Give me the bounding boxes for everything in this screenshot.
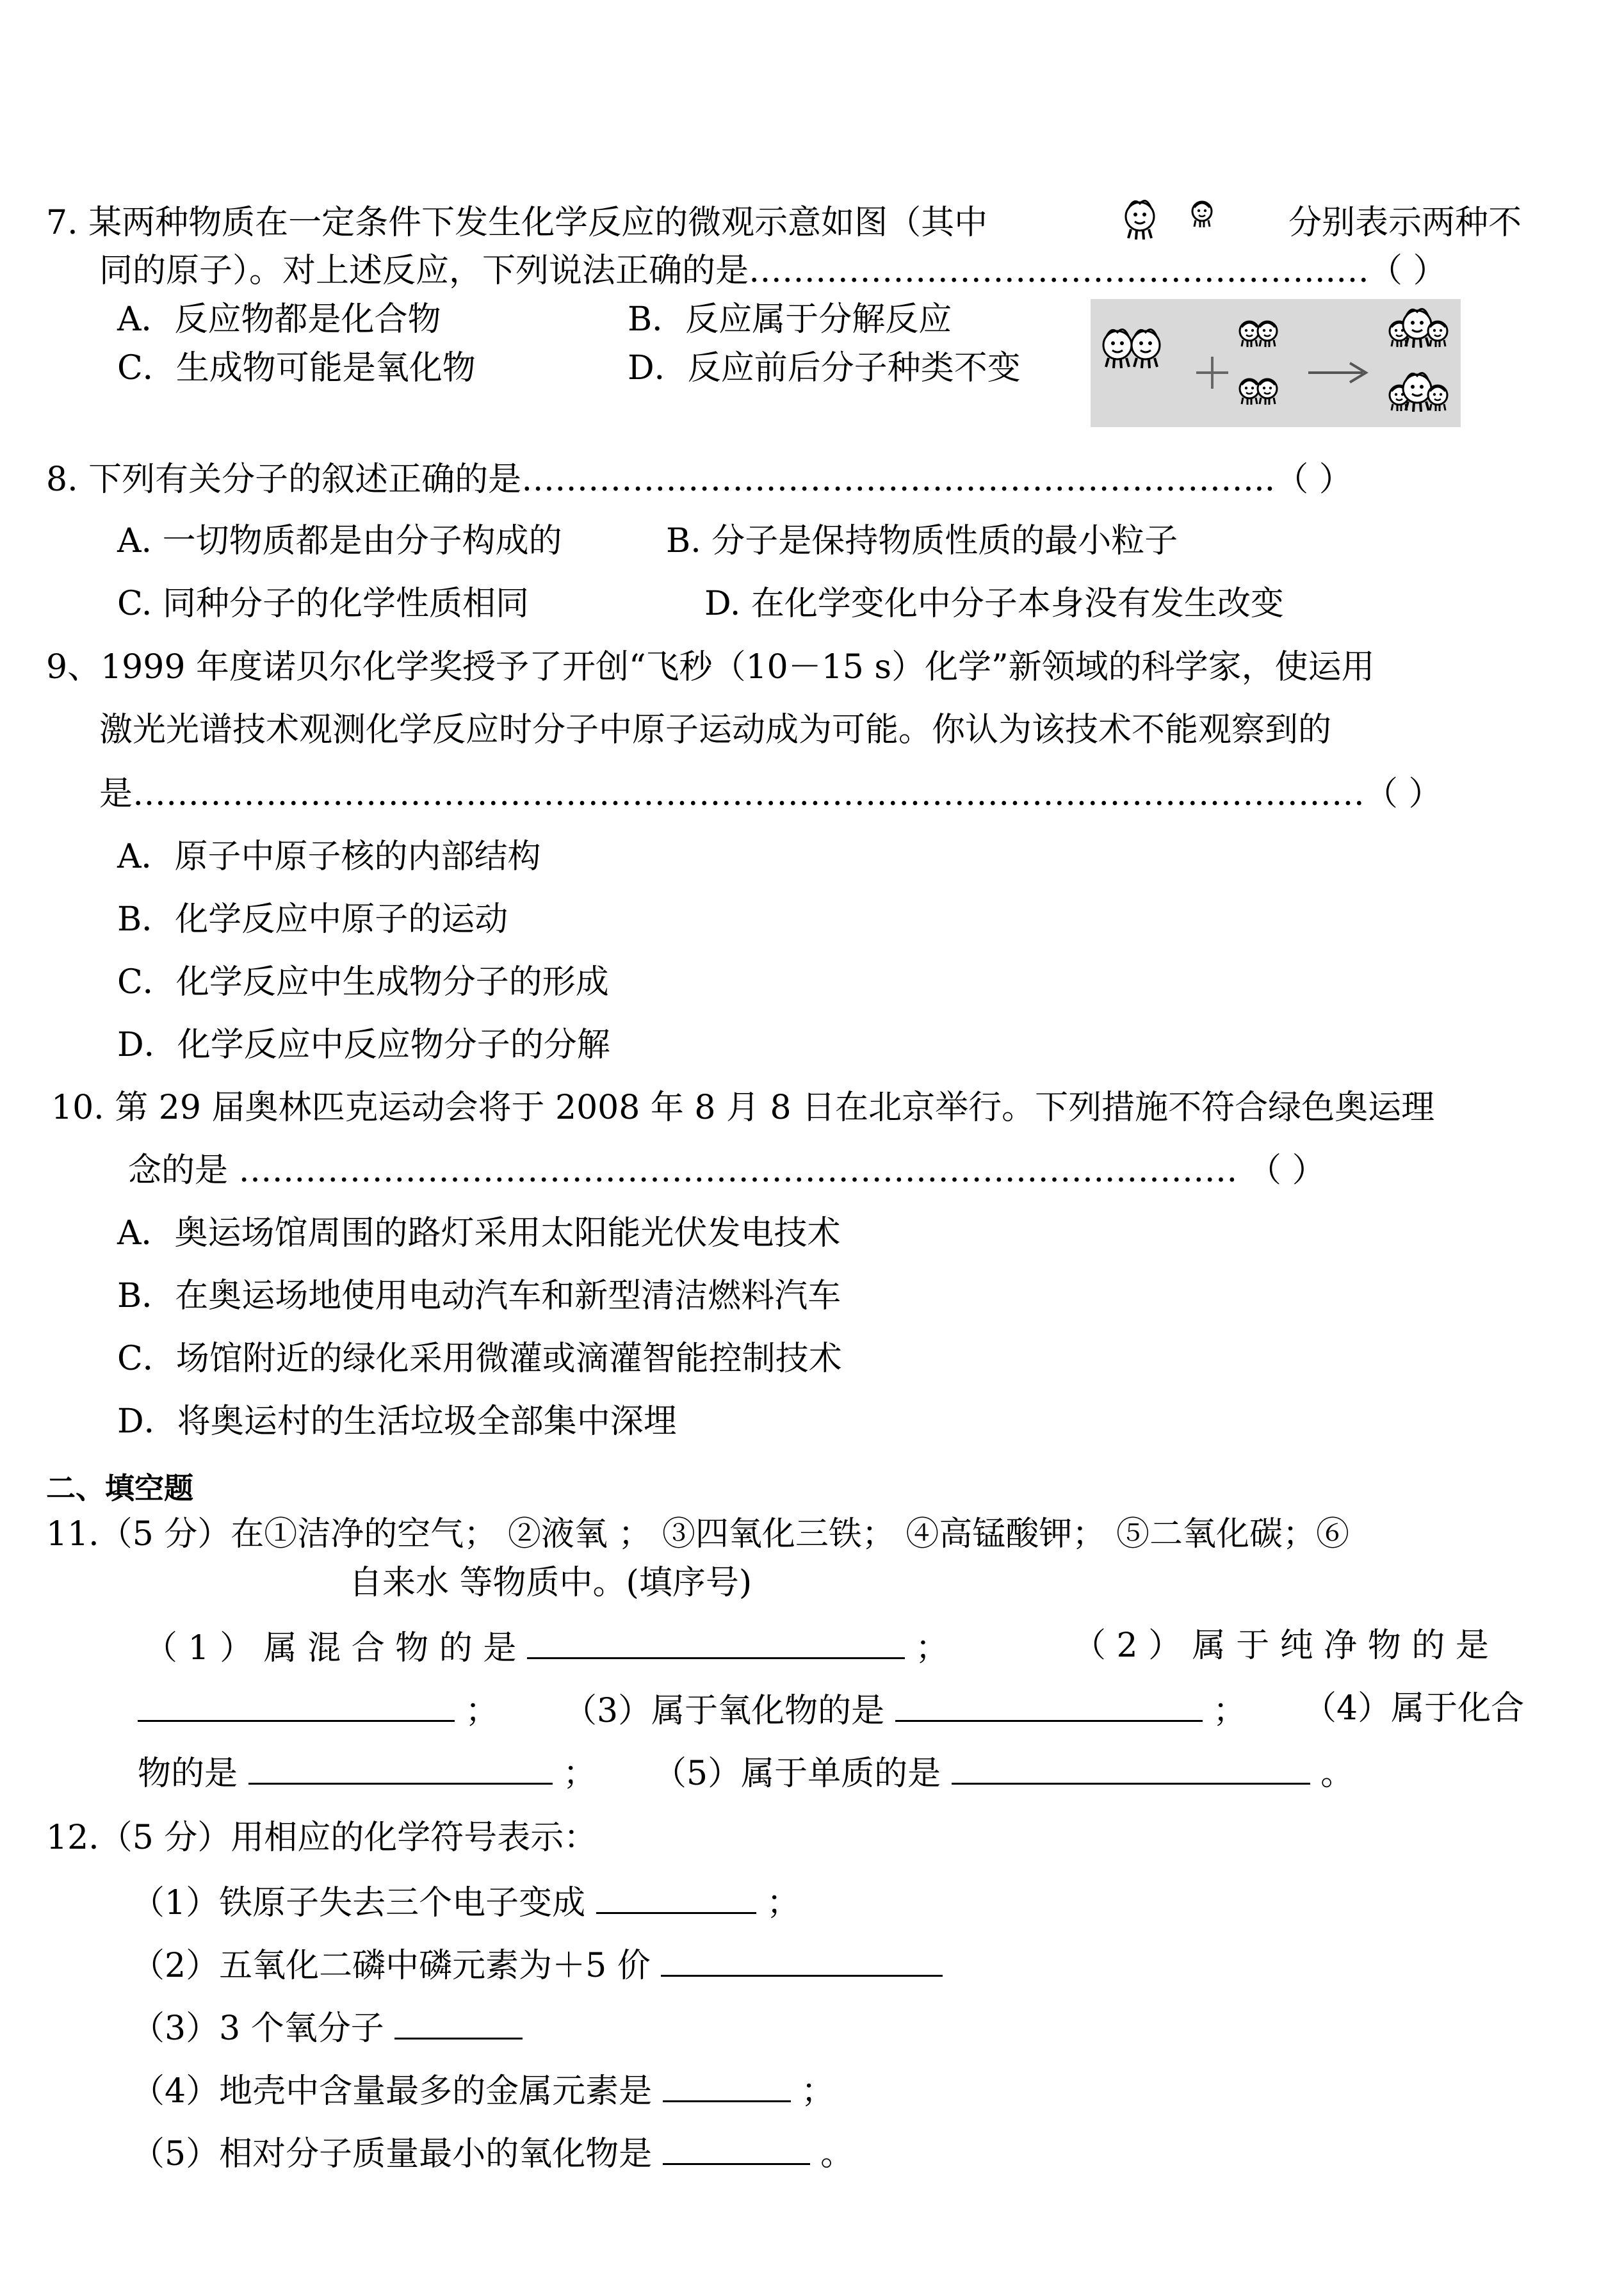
q11-part3-label: （3）属于氧化物的是: [564, 1692, 885, 1730]
q12-item2: [131, 1943, 943, 1986]
q7-option-a: A．反应物都是化合物: [117, 300, 441, 339]
q11-part5-label: （5）属于单质的是: [653, 1755, 941, 1793]
q12-item4: [131, 2068, 834, 2112]
q9-option-d: D．化学反应中反应物分子的分解: [117, 1026, 610, 1064]
product-atom: [1403, 373, 1431, 412]
q12-item1-label: （1）铁原子失去三个电子变成: [131, 1884, 586, 1922]
q8-stem: 8. 下列有关分子的叙述正确的是…………………………………………………………..（ ）: [46, 460, 1352, 499]
q8-option-b: B. 分子是保持物质性质的最小粒子: [666, 522, 1178, 560]
q7-option-d: D．反应前后分子种类不变: [628, 349, 1021, 387]
q9-stem-line1: 9、1999 年度诺贝尔化学奖授予了开创“飞秒（10－15 s）化学”新领域的科学家，使运用: [46, 648, 1375, 686]
q7-stem-line1-end: 分别表示两种不: [1288, 204, 1522, 242]
q12-item5-end: 。: [820, 2135, 854, 2173]
q12-item2-label: （2）五氧化二磷中磷元素为＋5 价: [131, 1947, 651, 1985]
q10-option-b: B．在奥运场地使用电动汽车和新型清洁燃料汽车: [117, 1277, 841, 1315]
reactant-atom-small: [1240, 321, 1259, 347]
section-heading: 二、填空题: [46, 1471, 193, 1505]
q12-item4-label: （4）地壳中含量最多的金属元素是: [131, 2072, 653, 2111]
q11-part3-end: ；: [1213, 1692, 1247, 1730]
reaction-diagram-svg: [1091, 299, 1461, 427]
reactant-atom-small: [1240, 379, 1259, 405]
q9-option-a: A．原子中原子核的内部结构: [117, 838, 541, 876]
q12-item4-end: ；: [801, 2072, 835, 2111]
q11-answer-blank-3[interactable]: [895, 1688, 1203, 1722]
q12-answer-blank-2[interactable]: [661, 1943, 943, 1977]
reactant-atom: [1132, 330, 1160, 369]
product-atom: [1403, 309, 1431, 348]
q10-stem-line2: 念的是 ……………………………………………………………………………… （ ）: [128, 1151, 1326, 1190]
q11-part5: [653, 1751, 1354, 1794]
q11-part3: [564, 1688, 1246, 1731]
q12-item5: [131, 2131, 854, 2175]
q7-stem-line1: 7. 某两种物质在一定条件下发生化学反应的微观示意如图（其中: [46, 204, 988, 242]
q11-part2-end: ；: [465, 1692, 499, 1730]
q12-answer-blank-5[interactable]: [663, 2131, 810, 2165]
q11-part4-end: ；: [563, 1755, 597, 1793]
q11-stem-line1: 11.（5 分）在①洁净的空气； ②液氧 ； ③四氧化三铁； ④高锰酸钾； ⑤二氧化碳；⑥: [46, 1515, 1349, 1553]
big-atom-icon: [1116, 195, 1164, 246]
q8-option-c: C. 同种分子的化学性质相同: [117, 585, 529, 623]
arrow-icon: [1308, 363, 1366, 382]
q9-stem-line2: 激光光谱技术观测化学反应时分子中原子运动成为可能。你认为该技术不能观察到的: [99, 711, 1332, 749]
reactant-atom-small: [1258, 379, 1277, 405]
q11-part4-answer: [138, 1751, 596, 1794]
reactant-atom: [1103, 330, 1132, 369]
q12-answer-blank-1[interactable]: [596, 1880, 756, 1914]
q10-stem-line1: 10. 第 29 届奥林匹克运动会将于 2008 年 8 月 8 日在北京举行。下列措施不符合绿色奥运理: [51, 1089, 1435, 1127]
q11-answer-blank-2[interactable]: [138, 1688, 455, 1722]
q10-option-a: A．奥运场馆周围的路灯采用太阳能光伏发电技术: [117, 1214, 841, 1253]
q12-item3: [131, 2006, 523, 2049]
q12-answer-blank-3[interactable]: [394, 2006, 523, 2040]
q10-option-c: C．场馆附近的绿化采用微灌或滴灌智能控制技术: [117, 1340, 842, 1378]
q11-part4-label: （4）属于化合: [1303, 1689, 1525, 1728]
small-atom-icon: [1188, 197, 1216, 236]
product-atom-small: [1428, 321, 1447, 347]
q12-item3-label: （3）3 个氧分子: [131, 2009, 384, 2048]
q7-stem-line2: 同的原子）。对上述反应，下列说法正确的是……………………………………………..…（ ）: [99, 252, 1447, 290]
q11-part5-end: 。: [1320, 1755, 1354, 1793]
reaction-diagram: [1091, 299, 1461, 427]
q9-stem-line3: 是…………………………………………………………………………………………………（ ）: [99, 775, 1442, 813]
q12-item1-end: ；: [767, 1884, 800, 1922]
product-atom-small: [1428, 385, 1447, 411]
q11-answer-blank-5[interactable]: [952, 1751, 1310, 1785]
q11-part2-label: （ 2 ） 属 于 纯 净 物 的 是: [1073, 1626, 1489, 1665]
q12-answer-blank-4[interactable]: [663, 2068, 791, 2102]
q8-option-d: D. 在化学变化中分子本身没有发生改变: [704, 585, 1284, 623]
q9-option-b: B．化学反应中原子的运动: [117, 900, 508, 939]
plus-icon: [1196, 357, 1228, 389]
q12-item1: [131, 1880, 800, 1924]
q12-item5-label: （5）相对分子质量最小的氧化物是: [131, 2135, 653, 2173]
q11-stem-line2: 自来水 等物质中。(填序号): [349, 1564, 752, 1602]
q11-answer-blank-4[interactable]: [248, 1751, 553, 1785]
q11-part4-label-b: 物的是: [138, 1755, 238, 1793]
q11-part1-label: （ 1 ） 属 混 合 物 的 是: [144, 1629, 517, 1667]
q11-part1-end: ；: [915, 1629, 949, 1667]
q8-option-a: A. 一切物质都是由分子构成的: [117, 522, 562, 560]
q11-part2-answer: [138, 1688, 499, 1731]
q9-option-c: C．化学反应中生成物分子的形成: [117, 963, 609, 1002]
q7-option-b: B．反应属于分解反应: [628, 300, 952, 339]
q11-part1: [144, 1625, 948, 1669]
q7-option-c: C．生成物可能是氧化物: [117, 349, 476, 387]
q10-option-d: D．将奥运村的生活垃圾全部集中深埋: [117, 1402, 677, 1441]
reactant-atom-small: [1258, 321, 1277, 347]
q11-answer-blank-1[interactable]: [527, 1625, 905, 1659]
q12-stem: 12.（5 分）用相应的化学符号表示：: [46, 1819, 597, 1857]
